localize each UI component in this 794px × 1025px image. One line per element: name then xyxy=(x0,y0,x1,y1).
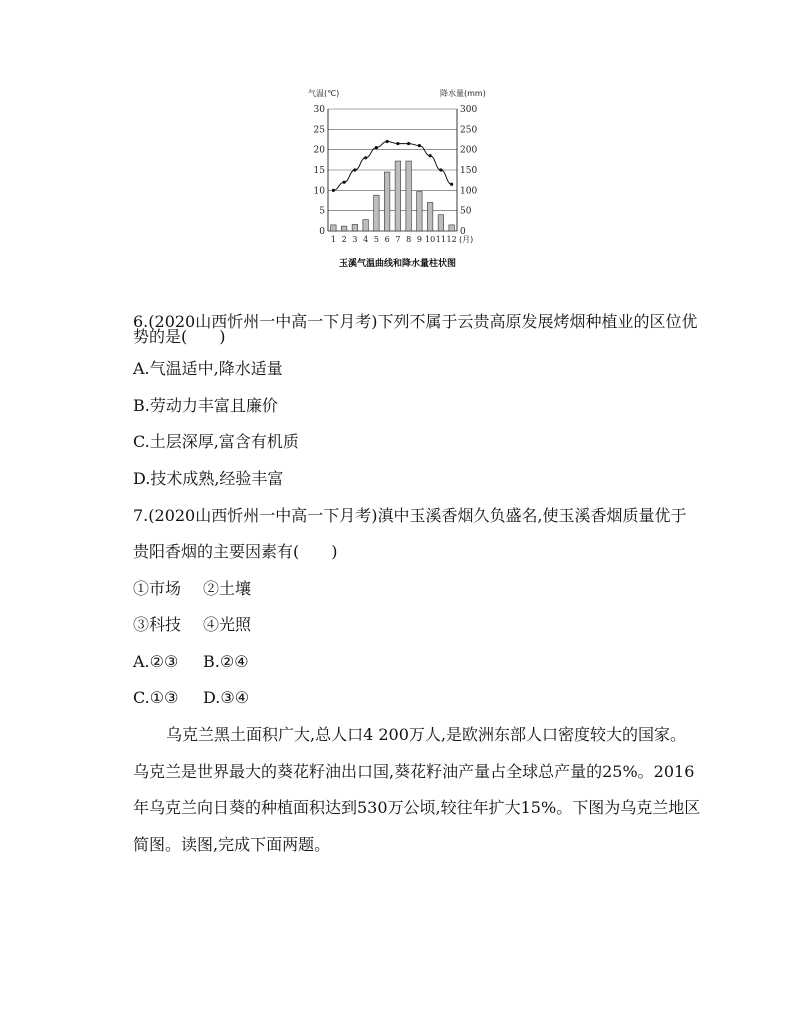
precip-bar xyxy=(438,215,444,231)
precip-bar xyxy=(417,192,423,231)
q7-stem-line1: 7.(2020山西忻州一中高一下月考)滇中玉溪香烟久负盛名,使玉溪香烟质量优于 xyxy=(133,506,687,525)
precip-bar xyxy=(427,203,433,231)
month-label: 5 xyxy=(373,235,379,244)
q6-option-b: B.劳动力丰富且廉价 xyxy=(133,396,278,415)
precip-bar xyxy=(406,161,412,231)
precip-bar xyxy=(395,161,401,231)
temperature-point xyxy=(407,142,410,145)
right-tick-label: 200 xyxy=(460,145,478,156)
month-label: 7 xyxy=(395,235,401,244)
month-label: 4 xyxy=(363,235,369,244)
left-tick-label: 5 xyxy=(319,206,325,217)
q7-option-d: D.③④ xyxy=(203,688,250,707)
q7-option-c: C.①③ xyxy=(133,688,179,707)
passage-line1: 乌克兰黑土面积广大,总人口4 200万人,是欧洲东部人口密度较大的国家。 xyxy=(166,725,686,744)
left-axis-title: 气温(℃) xyxy=(308,89,340,98)
q7-factor-2: ②土壤 xyxy=(203,579,252,598)
temperature-point xyxy=(418,144,421,147)
q7-factor-1: ①市场 xyxy=(133,579,182,598)
month-label: 12 xyxy=(446,235,457,244)
temperature-point xyxy=(396,142,399,145)
x-unit-label: (月) xyxy=(459,235,474,244)
chart-caption: 玉溪气温曲线和降水量柱状图 xyxy=(338,259,456,269)
climate-chart xyxy=(300,84,500,274)
q6-stem-line1: 6.(2020山西忻州一中高一下月考)下列不属于云贵高原发展烤烟种植业的区位优 xyxy=(133,312,698,331)
temperature-point xyxy=(386,140,389,143)
temperature-point xyxy=(429,154,432,157)
q6-option-a: A.气温适中,降水适量 xyxy=(133,359,283,378)
passage-line3: 年乌克兰向日葵的种植面积达到530万公顷,较往年扩大15%。下图为乌克兰地区 xyxy=(133,798,701,817)
left-tick-label: 10 xyxy=(313,186,325,197)
q7-option-a: A.②③ xyxy=(133,652,179,671)
month-label: 3 xyxy=(352,235,358,244)
right-tick-label: 50 xyxy=(460,206,472,217)
q7-factor-3: ③科技 xyxy=(133,615,182,634)
left-tick-label: 15 xyxy=(313,166,325,176)
right-axis-title: 降水量(mm) xyxy=(440,89,486,98)
passage-line2: 乌克兰是世界最大的葵花籽油出口国,葵花籽油产量占全球总产量的25%。2016 xyxy=(133,762,695,781)
precip-bar xyxy=(384,172,390,231)
passage-line4: 简图。读图,完成下面两题。 xyxy=(133,835,331,854)
temperature-point xyxy=(450,183,453,186)
temperature-point xyxy=(375,146,378,149)
q6-option-c: C.土层深厚,富含有机质 xyxy=(133,432,299,451)
month-label: 10 xyxy=(425,235,436,244)
left-tick-label: 30 xyxy=(313,105,325,115)
temperature-point xyxy=(343,181,346,184)
right-tick-label: 0 xyxy=(460,227,466,237)
month-label: 6 xyxy=(384,235,390,244)
left-tick-label: 0 xyxy=(319,227,325,237)
left-tick-label: 20 xyxy=(313,145,325,156)
q7-stem-line2: 贵阳香烟的主要因素有( ) xyxy=(133,542,338,561)
precip-bar xyxy=(341,226,347,231)
month-label: 9 xyxy=(416,235,422,244)
month-label: 2 xyxy=(341,235,347,244)
q7-option-b: B.②④ xyxy=(203,652,249,671)
climate-chart-svg xyxy=(300,84,500,274)
precip-bar xyxy=(363,220,369,231)
month-label: 11 xyxy=(435,235,446,244)
month-label: 1 xyxy=(330,235,336,244)
precip-bar xyxy=(331,225,337,231)
temperature-point xyxy=(439,168,442,171)
right-tick-label: 250 xyxy=(460,125,478,136)
left-tick-label: 25 xyxy=(313,125,325,136)
right-tick-label: 100 xyxy=(460,186,478,197)
right-tick-label: 300 xyxy=(460,105,478,115)
q6-stem-line2: 势的是( ) xyxy=(133,327,226,346)
q7-factor-4: ④光照 xyxy=(203,615,252,634)
precip-bar xyxy=(352,224,358,231)
precip-bar xyxy=(374,195,380,231)
temperature-point xyxy=(364,156,367,159)
month-label: 8 xyxy=(406,235,412,244)
precip-bar xyxy=(449,225,455,231)
right-tick-label: 150 xyxy=(460,166,478,176)
q6-option-d: D.技术成熟,经验丰富 xyxy=(133,469,284,488)
temperature-line xyxy=(333,142,451,191)
temperature-point xyxy=(353,168,356,171)
temperature-point xyxy=(332,189,335,192)
